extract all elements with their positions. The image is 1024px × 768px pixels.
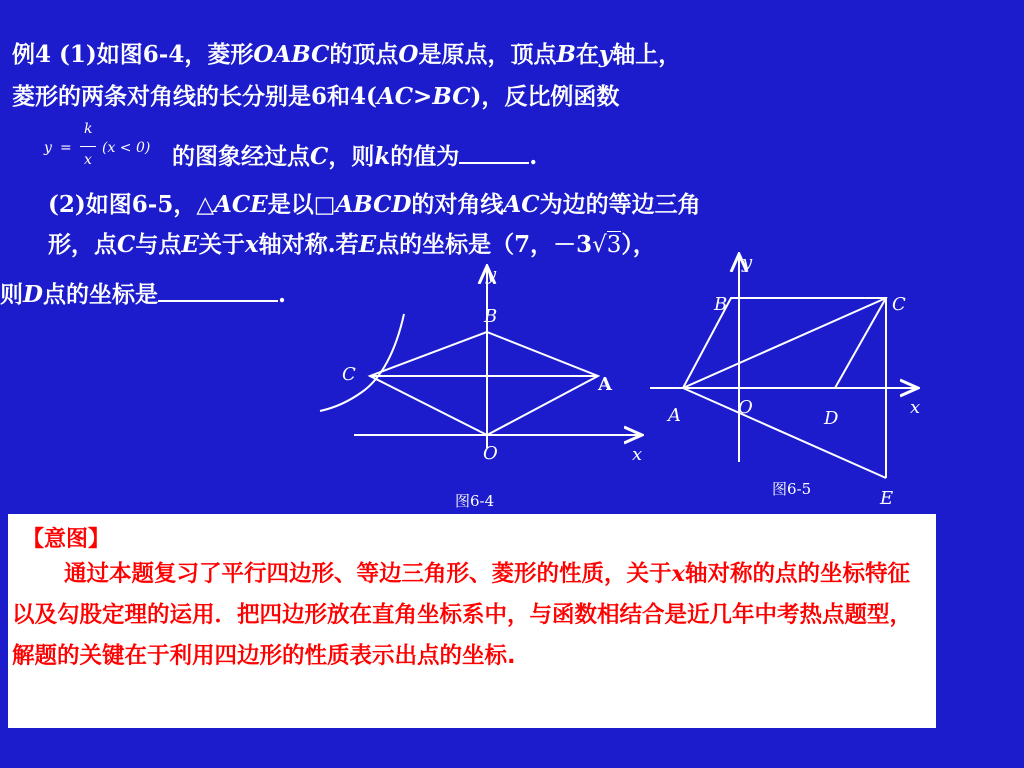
sqrt-symbol: √ [592,232,607,258]
fig2-label-y: y [742,252,753,273]
fig1-hyperbola [320,314,404,411]
fig1-rhombus [370,332,598,435]
fig1-label-y: y [486,264,497,285]
intent-panel [8,514,936,728]
fig2-label-b: B [714,294,728,315]
fig1-label-b: B [484,306,498,327]
fig2-segment-ae [683,388,886,478]
sqrt-radicand: 3 [606,232,622,258]
formula-denominator: x [84,152,92,168]
formula-eq: = [60,140,72,156]
figure-6-4 [320,268,640,448]
formula-condition: (x < 0) [102,140,151,156]
fig1-label-o: O [483,443,498,464]
figure-6-5 [650,256,916,478]
fig2-label-d: D [824,408,839,429]
problem-line-6: 则D点的坐标是 . [0,278,286,310]
fig1-caption: 图6-4 [455,492,495,510]
problem-line-1: 例4 (1)如图6-4，菱形OABC的顶点O是原点，顶点B在y轴上， [12,41,682,68]
intent-title: 【意图】 [22,527,111,552]
fig2-label-c: C [892,294,906,315]
intent-paragraph: 通过本题复习了平行四边形、等边三角形、菱形的性质，关于x轴对称的点的坐标特征以及勾股定理的运用．把四边形放在直角坐标系中，与函数相结合是近几年中考热点题型，解题的关键在于利用四边形的性质表示出点的坐标. [12,561,913,669]
fig2-caption: 图6-5 [772,480,812,498]
problem-line-2: 菱形的两条对角线的长分别是6和4(AC>BC)，反比例函数 [12,83,620,110]
formula-y: y [44,140,52,156]
fig2-label-x: x [910,397,921,418]
problem-line-4: (2)如图6-5，△ACE是以□ABCD的对角线AC为边的等边三角 [48,191,701,218]
problem-line-3: 的图象经过点C，则k的值为 . [172,140,537,172]
fig1-label-x: x [632,444,643,465]
fig2-label-a: A [668,405,681,426]
fig1-label-c: C [342,364,356,385]
formula-numerator: k [84,121,93,137]
fig2-label-o: O [738,397,753,418]
problem-line-5: 形，点C与点E关于x轴对称.若E点的坐标是（7，－3√3）， [48,231,656,258]
fig2-label-e: E [880,488,894,509]
fig1-label-a: A [598,374,612,395]
